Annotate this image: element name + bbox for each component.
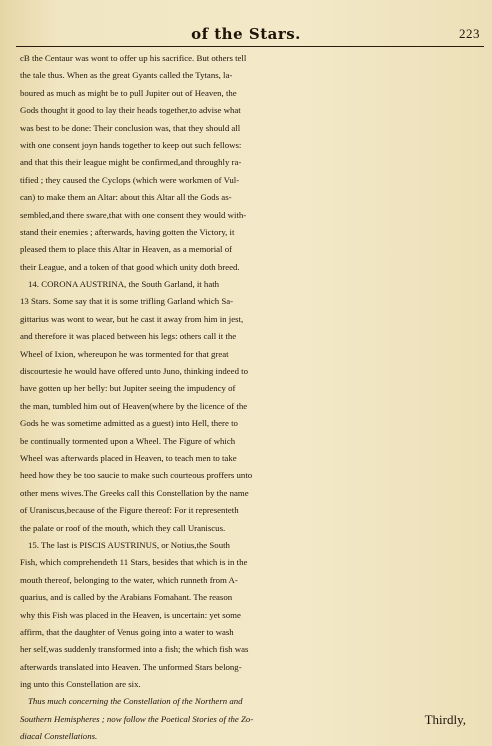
body-text (20, 50, 486, 746)
text-line: other mens wives.The Greeks call this Constellation by the name (20, 487, 249, 498)
text-line: their League, and a token of that good which unity doth breed. (20, 261, 240, 272)
text-line: ing unto this Constellation are six. (20, 679, 141, 690)
text-line: boured as much as might be to pull Jupiter out of Heaven, the (20, 87, 237, 98)
text-line: Gods he was sometime admitted as a guest) into Hell, there to (20, 418, 238, 429)
text-line: have gotten up her belly: but Jupiter seeing the impudency of (20, 383, 236, 394)
text-line: with one consent joyn hands together to keep out such fellows: (20, 139, 242, 150)
text-line: and therefore it was placed between his legs: others call it the (20, 331, 237, 342)
section-heading-line: 15. The last is PISCIS AUSTRINUS, or Notius,the South (28, 539, 230, 550)
text-line: stand their enemies ; afterwards, having gotten the Victory, it (20, 226, 235, 237)
running-head: of the Stars. (191, 25, 301, 43)
text-line: sembled,and there sware,that with one consent they would with- (20, 209, 247, 220)
text-line: afterwards translated into Heaven. The unformed Stars belong- (20, 661, 242, 672)
text-line: Gods thought it good to lay their heads together,to advise what (20, 105, 241, 116)
text-line: 13 Stars. Some say that it is some trifling Garland which Sa- (20, 296, 234, 307)
text-line: cB the Centaur was wont to offer up his sacrifice. But others tell (20, 53, 247, 63)
closing-italic-line: Thus much concerning the Constellation of the Northern and (28, 696, 243, 707)
text-line: the man, tumbled him out of Heaven(where by the licence of the (20, 400, 248, 411)
text-line: why this Fish was placed in the Heaven, is uncertain: yet some (20, 609, 241, 620)
text-line: discourtesie he would have offered unto Juno, thinking indeed to (20, 366, 249, 377)
text-line: heed how they be too saucie to make such courteous proffers unto (20, 470, 253, 481)
text-line: Fish, which comprehendeth 11 Stars, besides that which is in the (20, 557, 248, 568)
header-rule (16, 46, 484, 47)
text-line: the tale thus. When as the great Gyants called the Tytans, la- (20, 70, 233, 81)
text-line: her self,was suddenly transformed into a fish; the which fish was (20, 644, 249, 655)
page-header (0, 24, 492, 46)
text-line: gittarius was wont to wear, but he cast it away from him in jest, (20, 313, 244, 324)
text-line: was best to be done: Their conclusion was, that they should all (20, 122, 241, 133)
page-number: 223 (459, 26, 480, 41)
closing-italic-line: diacal Constellations. (20, 731, 98, 742)
text-line: tified ; they caused the Cyclops (which were workmen of Vul- (20, 174, 240, 185)
text-line: the palate or roof of the mouth, which they call Uraniscus. (20, 522, 226, 533)
text-line: of Uraniscus,because of the Figure thereof: For it representeth (20, 505, 239, 516)
text-line: and that this their league might be confirmed,and throughly ra- (20, 157, 242, 168)
text-line: quarius, and is called by the Arabians Fomahant. The reason (20, 592, 233, 603)
text-line: Wheel of Ixion, whereupon he was tormented for that great (20, 348, 229, 359)
text-line: pleased them to place this Altar in Heaven, as a memorial of (20, 244, 233, 255)
closing-italic-line: Southern Hemispheres ; now follow the Poetical Stories of the Zo- (20, 713, 254, 724)
text-line: mouth thereof, belonging to the water, which runneth from A- (20, 574, 238, 585)
catchword: Thirdly, (424, 712, 466, 727)
text-line: Wheel was afterwards placed in Heaven, to teach men to take (20, 452, 237, 463)
text-line: can) to make them an Altar: about this Altar all the Gods as- (20, 192, 232, 203)
text-line: affirm, that the daughter of Venus going into a water to wash (20, 626, 234, 637)
section-heading-line: 14. CORONA AUSTRINA, the South Garland, it hath (28, 279, 220, 290)
text-line: be continually tormented upon a Wheel. The Figure of which (20, 435, 236, 446)
